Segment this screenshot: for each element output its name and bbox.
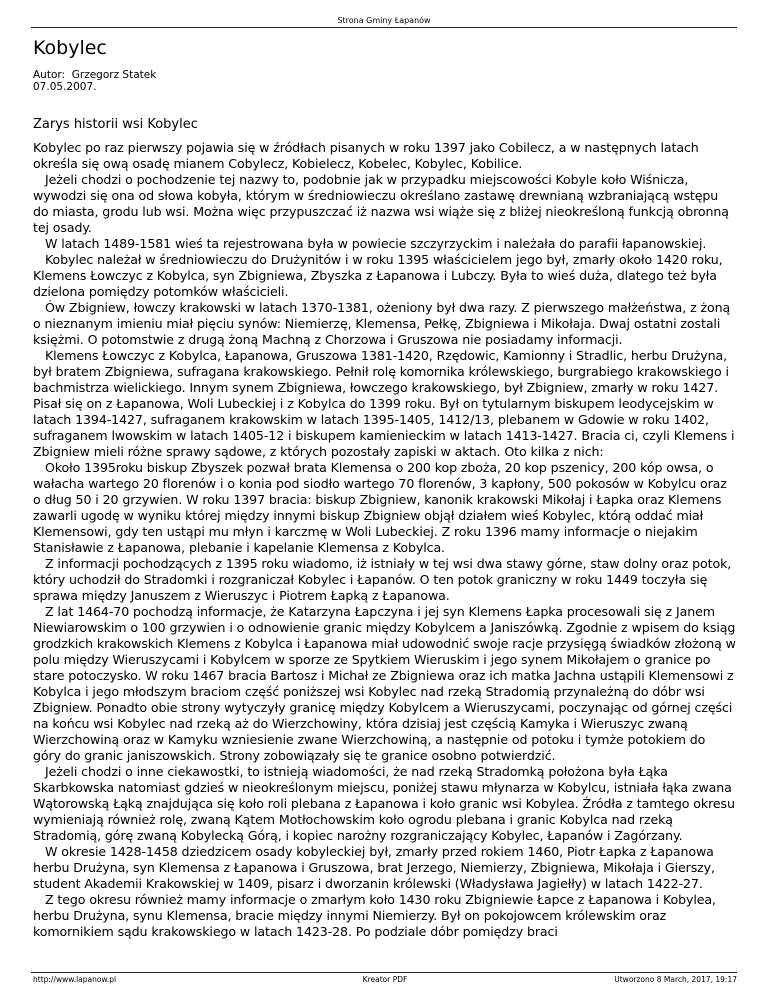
paragraph: Ów Zbigniew, łowczy krakowski w latach 1370-1381, ożeniony był dwa razy. Z pierwszego małżeństwa, z żoną o nieznanym imieniu miał pięciu synów: Niemierzę, Klemensa, Pełkę, Zbigniewa i Mikołaja. Dwaj ostatni zostali księżmi. O potomstwie z drugą żoną Machną z Chorzowa i Gruszowa nie posiadamy informacji. <box>33 300 731 347</box>
footer-divider <box>31 972 737 973</box>
paragraph: Z tego okresu również mamy informacje o zmarłym koło 1430 roku Zbigniewie Łapce z Łapanowa i Kobylea, herbu Drużyna, synu Klemensa, bracie między innymi Niemierzy. Był on pokojowcem królewskim oraz komornikiem sądu krakowskiego w latach 1423-28. Po podziale dóbr pomiędzy braci <box>33 892 716 939</box>
article-meta <box>33 69 156 93</box>
paragraph: Jeżeli chodzi o inne ciekawostki, to istnieją wiadomości, że nad rzeką Stradomką położona była Łąka Skarbkowska natomiast gdzieś w nieokreślonym miejscu, poniżej stawu młynarza w Kobylcu, istniała łąka zwana Wątorowską Łąką znajdująca się koło roli plebana z Łapanowa i koło granic wsi Kobylea. Źródła z tamtego okresu wymieniają również rolę, zwaną Kątem Motłochowskim koło ogrodu plebana i granic Kobylca nad rzeką Stradomią, górę zwaną Kobylecką Górą, i kopiec narożny rozgraniczający Kobylec, Łapanów i Zagórzany. <box>33 764 735 843</box>
paragraph: W okresie 1428-1458 dziedzicem osady kobyleckiej był, zmarły przed rokiem 1460, Piotr Łapka z Łapanowa herbu Drużyna, syn Klemensa z Łapanowa i Gruszowa, brat Jerzego, Niemierzy, Zbigniewa, Mikołaja i Gierszy, student Akademii Krakowskiej w 1409, pisarz i dworzanin królewski (Władysława Jagiełły) w latach 1422-27. <box>33 844 715 891</box>
paragraph: Kobylec należał w średniowieczu do Drużynitów i w roku 1395 właścicielem jego był, zmarły około 1420 roku, Klemens Łowczyc z Kobylca, syn Zbigniewa, Zbyszka z Łapanowa i Lubczy. Była to wieś duża, dlatego też była dzielona pomiędzy potomków właścicieli. <box>33 252 723 299</box>
author-name: Grzegorz Statek <box>71 69 157 81</box>
section-heading: Zarys historii wsi Kobylec <box>33 117 198 132</box>
paragraph: Jeżeli chodzi o pochodzenie tej nazwy to, podobnie jak w przypadku miejscowości Kobyle koło Wiśnicza, wywodzi się ona od słowa kobyła, którym w średniowieczu określano zastawę drewnianą wzbraniającą wstępu do miasta, grodu lub wsi. Można więc przypuszczać iż nazwa wsi wiąże się z bliżej nieokreśloną funkcją obronną tej osady. <box>33 172 729 235</box>
footer-generator: Kreator PDF <box>362 975 408 984</box>
footer-url: http://www.lapanow.pl <box>33 975 117 984</box>
publish-date: 07.05.2007. <box>33 81 97 93</box>
paragraph: Około 1395roku biskup Zbyszek pozwał brata Klemensa o 200 kop zboża, 20 kop pszenicy, 200 kóp owsa, o wałacha wartego 20 florenów i o konia pod siodło wartego 70 florenów, 3 kapłony, 500 pokosów w Kobylcu oraz o dług 50 i 20 grzywien. W roku 1397 bracia: biskup Zbigniew, kanonik krakowski Mikołaj i Łapka oraz Klemens zawarli ugodę w wyniku której między innymi biskup Zbigniew objął działem wieś Kobylec, którą oddać miał Klemensowi, gdy ten ustąpi mu młyn i karczmę w Woli Lubeckiej. Z roku 1396 mamy informacje o niejakim Stanisławie z Łapanowa, plebanie i kapelanie Klemensa z Kobylca. <box>33 460 727 555</box>
article-body <box>33 140 737 940</box>
paragraph: Z lat 1464-70 pochodzą informacje, że Katarzyna Łapczyna i jej syn Klemens Łapka procesowali się z Janem Niewiarowskim o 100 grzywien i o odnowienie granic między Kobylcem a Janiszówką. Zgodnie z wpisem do ksiąg grodzkich krakowskich Klemens z Kobylca i Łapanowa miał udowodnić swoje racje przysięgą świadków złożoną w polu między Wieruszycami i Kobylcem w sporze ze Spytkiem Wieruskim i jego synem Mikołajem o granice po stare potoczysko. W roku 1467 bracia Bartosz i Michał ze Zbigniewa oraz ich matka Jachna ustąpili Klemensowi z Kobylca i jego młodszym braciom część poniższej wsi Kobylec nad rzeką Stradomią przynależną do dóbr wsi Zbigniew. Ponadto obie strony wytyczyły granicę między Kobylcem a Wieruszycami, poczynając od górnej części na końcu wsi Kobylec nad rzeką aż do Wierzchowiny, która dzisiaj jest częścią Kamyka i Wieruszyc zwaną Wierzchowiną oraz w Kamyku wzniesienie zwane Wierzchowiną, a następnie od potoku i tymże potokiem do góry do granic janiszowskich. Strony zobowiązały się te granice osobno potwierdzić. <box>33 604 736 763</box>
paragraph: Kobylec po raz pierwszy pojawia się w źródłach pisanych w roku 1397 jako Cobilecz, a w następnych latach określa się ową osadę mianem Cobylecz, Kobielecz, Kobelec, Kobylec, Kobilice. <box>33 140 699 171</box>
page-footer <box>33 975 737 986</box>
author-label: Autor: <box>33 69 66 81</box>
header-divider <box>31 27 737 28</box>
page-title: Kobylec <box>33 37 107 59</box>
paragraph: Z informacji pochodzących z 1395 roku wiadomo, iż istniały w tej wsi dwa stawy górne, staw dolny oraz potok, który uchodził do Stradomki i rozgraniczał Kobylec i Łapanów. O ten potok graniczny w roku 1449 toczyła się sprawa między Januszem z Wieruszyc i Piotrem Łapką z Łapanowa. <box>33 556 732 603</box>
author-line <box>33 69 156 81</box>
paragraph: W latach 1489-1581 wieś ta rejestrowana była w powiecie szczyrzyckim i należała do parafii łapanowskiej. <box>45 236 707 251</box>
paragraph: Klemens Łowczyc z Kobylca, Łapanowa, Gruszowa 1381-1420, Rzędowic, Kamionny i Stradlic, herbu Drużyna, był bratem Zbigniewa, sufragana krakowskiego. Pełnił rolę komornika królewskiego, burgrabiego krakowskiego i bachmistrza wielickiego. Innym synem Zbigniewa, łowczego krakowskiego, był Zbigniew, zmarły w roku 1427. Pisał się on z Łapanowa, Woli Lubeckiej i z Kobylca do 1399 roku. Był on tytularnym biskupem leodycejskim w latach 1394-1427, sufraganem krakowskim w latach 1395-1405, 1412/13, plebanem w Gdowie w roku 1402, sufraganem lwowskim w latach 1405-12 i biskupem kamienieckim w latach 1413-1427. Bracia ci, czyli Klemens i Zbigniew mieli różne sprawy sądowe, z których pozostały zapiski w aktach. Oto kilka z nich: <box>33 348 735 459</box>
footer-created: Utworzono 8 March, 2017, 19:17 <box>614 975 737 984</box>
site-header: Strona Gminy Łapanów <box>337 16 431 25</box>
